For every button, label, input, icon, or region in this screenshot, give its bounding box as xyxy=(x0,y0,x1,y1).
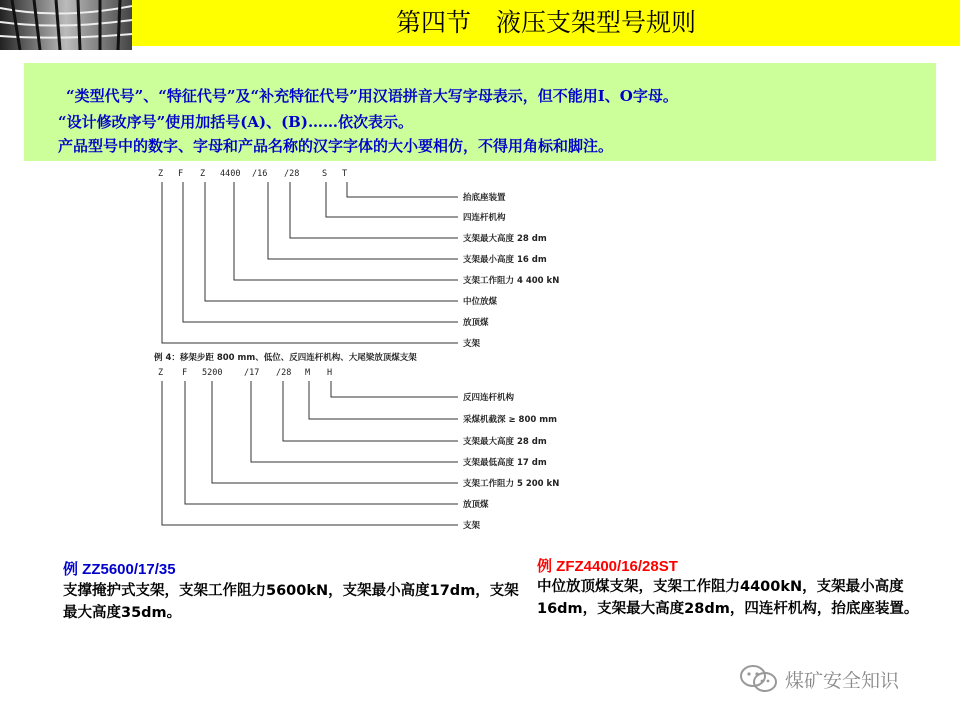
page-title: 第四节 液压支架型号规则 xyxy=(395,8,696,37)
diagram-1-lines xyxy=(162,182,458,343)
diagram-label: 支架工作阻力 5 200 kN xyxy=(463,479,560,489)
diagram-1 xyxy=(158,169,559,349)
example-left-description: 支撑掩护式支架，支架工作阻力5600kN，支架最小高度17dm，支架最大高度35dm。 xyxy=(63,583,519,621)
example-right-description: 中位放顶煤支架，支架工作阻力4400kN，支架最小高度16dm，支架最大高度28dm，四连杆机构，抬底座装置。 xyxy=(537,579,919,617)
code-char: Z xyxy=(200,169,206,179)
diagram-label: 放顶煤 xyxy=(463,500,489,510)
wechat-icon xyxy=(738,664,780,694)
note-line-3: 产品型号中的数字、字母和产品名称的汉字字体的大小要相仿，不得用角标和脚注。 xyxy=(58,137,614,155)
diagram-label: 抬底座装置 xyxy=(463,193,506,203)
code-char: /17 xyxy=(244,368,260,378)
diagram-label: 支架最小高度 16 dm xyxy=(463,255,547,265)
diagram-2 xyxy=(158,368,559,531)
diagram-label: 采煤机截深 ≥ 800 mm xyxy=(463,415,557,425)
diagram-label: 四连杆机构 xyxy=(463,213,506,223)
diagram-label: 支架最大高度 28 dm xyxy=(463,437,547,447)
diagram-2-lines xyxy=(162,381,458,525)
code-char: M xyxy=(305,368,311,378)
model-code-diagrams xyxy=(150,160,630,532)
code-char: Z xyxy=(158,169,164,179)
diagram-label: 反四连杆机构 xyxy=(463,393,515,403)
code-char: /16 xyxy=(252,169,268,179)
diagram-label: 中位放煤 xyxy=(463,297,498,307)
notes-box xyxy=(24,63,936,161)
diagram-label: 支架 xyxy=(463,521,481,531)
diagram-label: 支架 xyxy=(463,339,481,349)
code-char: F xyxy=(182,368,188,378)
diagram-2-caption: 例 4：移架步距 800 mm、低位、反四连杆机构、大尾梁放顶煤支架 xyxy=(154,353,417,363)
code-char: T xyxy=(342,169,348,179)
code-char: 5200 xyxy=(202,368,223,378)
code-char: /28 xyxy=(276,368,292,378)
diagram-label: 支架最低高度 17 dm xyxy=(463,458,547,468)
note-line-1: “类型代号”、“特征代号”及“补充特征代号”用汉语拼音大写字母表示，但不能用I、O字母。 xyxy=(66,87,678,105)
example-right-title: 例 ZFZ4400/16/28ST xyxy=(537,558,678,575)
watermark-text: 煤矿安全知识 xyxy=(785,670,900,692)
diagram-1-labels xyxy=(462,192,559,349)
header-photo xyxy=(0,0,132,50)
code-char: /28 xyxy=(284,169,300,179)
code-char: F xyxy=(178,169,184,179)
code-char: 4400 xyxy=(220,169,241,179)
diagram-label: 支架最大高度 28 dm xyxy=(463,234,547,244)
note-line-2: “设计修改序号”使用加括号(A)、(B)……依次表示。 xyxy=(58,113,413,131)
code-char: Z xyxy=(158,368,164,378)
diagram-label: 放顶煤 xyxy=(463,318,489,328)
example-left-title: 例 ZZ5600/17/35 xyxy=(63,561,176,578)
code-char: H xyxy=(327,368,333,378)
code-char: S xyxy=(322,169,328,179)
diagram-label: 支架工作阻力 4 400 kN xyxy=(463,276,560,286)
diagram-2-labels xyxy=(463,392,559,531)
